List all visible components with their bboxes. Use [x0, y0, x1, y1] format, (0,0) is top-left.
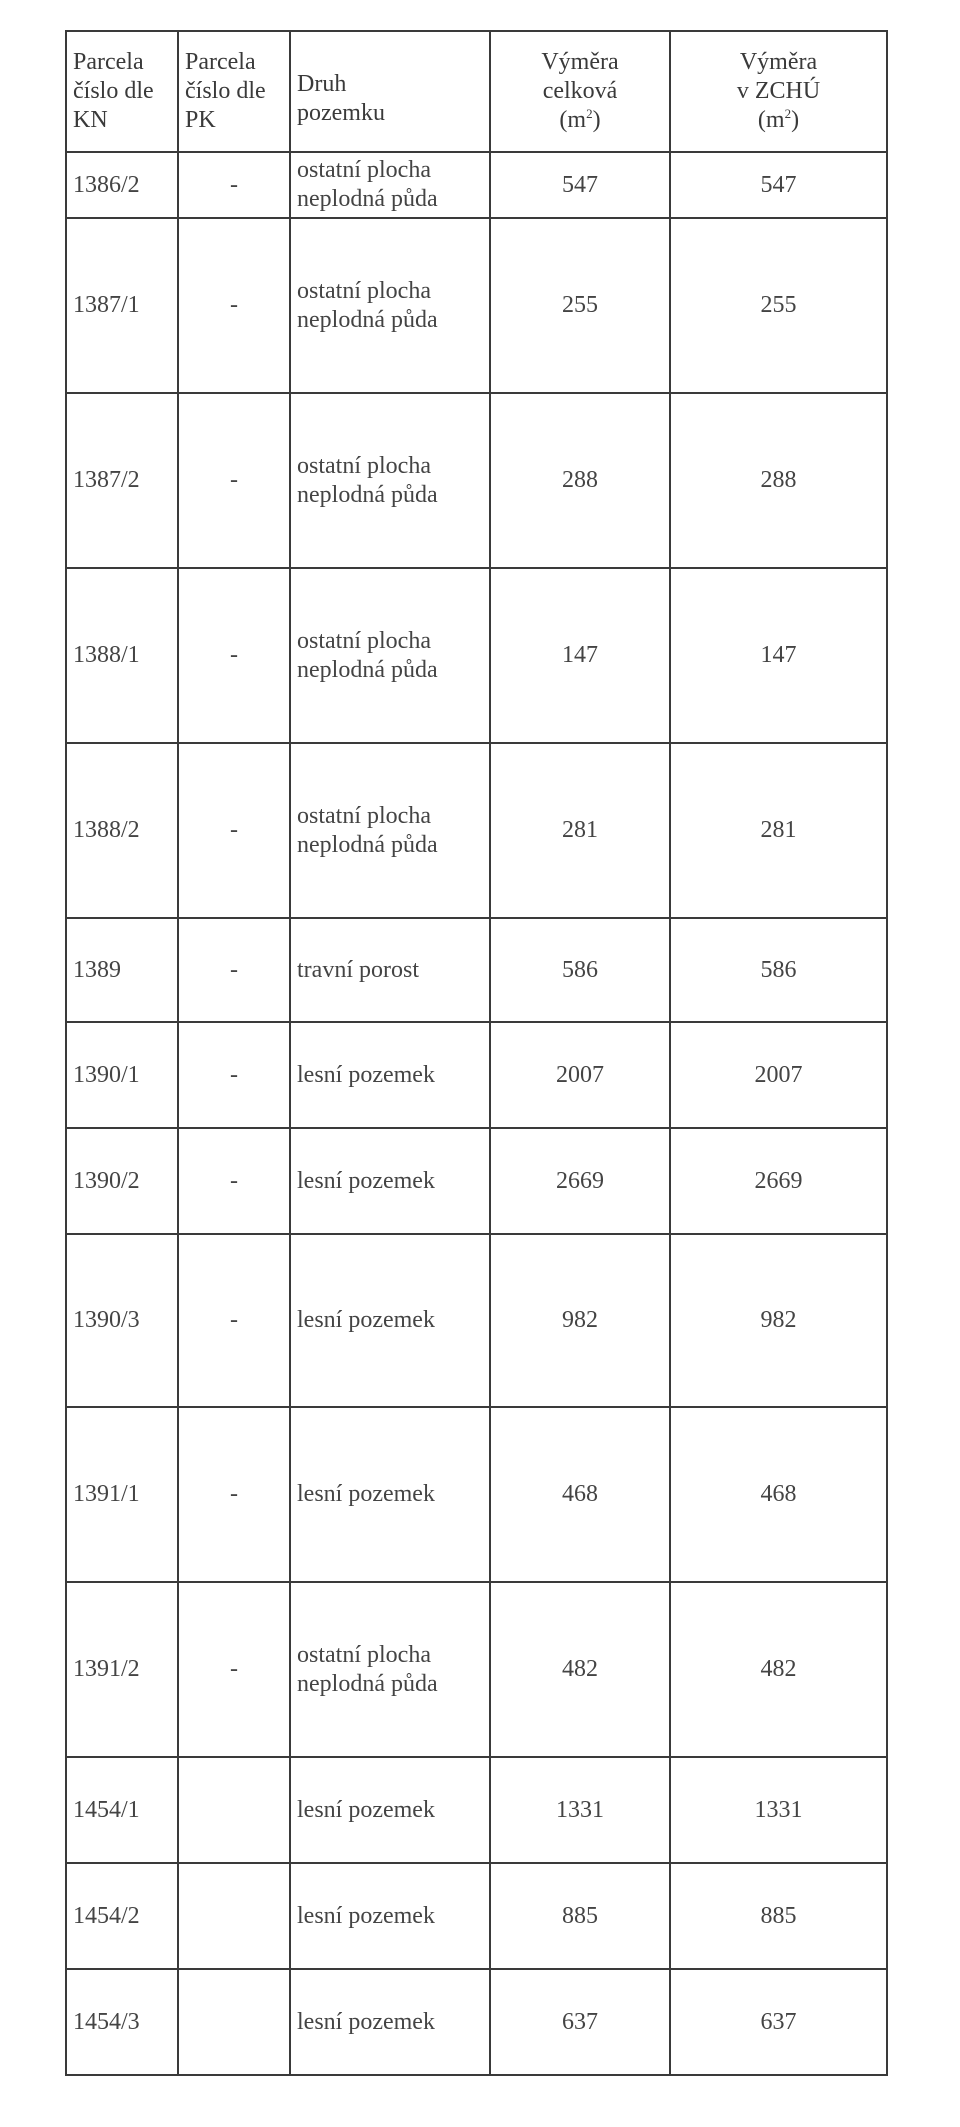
- cell-parcela-pk: -: [178, 743, 290, 918]
- cell-parcela-pk: -: [178, 1234, 290, 1407]
- cell-parcela-pk: -: [178, 1407, 290, 1582]
- cell-parcela-kn: 1386/2: [66, 152, 178, 218]
- cell-vymera-zchu: 2669: [670, 1128, 887, 1234]
- cell-druh-pozemku: [290, 152, 490, 218]
- druh-line: ostatní plocha: [297, 452, 431, 479]
- header-vymera-celkova: Výměra celková $(m^2)$: [490, 31, 670, 152]
- cell-vymera-celkova: 1331: [490, 1757, 670, 1863]
- cell-parcela-kn: 1390/2: [66, 1128, 178, 1234]
- cell-vymera-celkova: 2669: [490, 1128, 670, 1234]
- table-row: [66, 1407, 887, 1582]
- cell-parcela-kn: 1387/2: [66, 393, 178, 568]
- cell-parcela-pk: [178, 1863, 290, 1969]
- table-row: [66, 152, 887, 218]
- cell-parcela-kn: 1454/1: [66, 1757, 178, 1863]
- cell-parcela-kn: 1391/1: [66, 1407, 178, 1582]
- table-body: [66, 152, 887, 2075]
- cell-druh-pozemku: [290, 568, 490, 743]
- cell-druh-pozemku: [290, 918, 490, 1022]
- table-row: [66, 568, 887, 743]
- parcel-table: [65, 30, 888, 2076]
- table-row: [66, 1863, 887, 1969]
- druh-line: lesní pozemek: [297, 1902, 435, 1929]
- cell-druh-pozemku: [290, 1128, 490, 1234]
- cell-parcela-kn: 1454/3: [66, 1969, 178, 2075]
- cell-parcela-pk: -: [178, 1582, 290, 1757]
- cell-vymera-celkova: 637: [490, 1969, 670, 2075]
- druh-line: neplodná půda: [297, 1670, 438, 1697]
- table-row: [66, 1128, 887, 1234]
- cell-parcela-kn: 1391/2: [66, 1582, 178, 1757]
- cell-druh-pozemku: [290, 1969, 490, 2075]
- cell-parcela-kn: 1387/1: [66, 218, 178, 393]
- druh-line: neplodná půda: [297, 306, 438, 333]
- cell-vymera-zchu: 637: [670, 1969, 887, 2075]
- cell-parcela-kn: 1389: [66, 918, 178, 1022]
- table-row: [66, 218, 887, 393]
- table-row: [66, 1969, 887, 2075]
- table-header-row: [66, 31, 887, 152]
- cell-druh-pozemku: [290, 1022, 490, 1128]
- cell-vymera-celkova: 147: [490, 568, 670, 743]
- table-row: [66, 918, 887, 1022]
- cell-druh-pozemku: [290, 1582, 490, 1757]
- header-vymera-zchu: Výměra v ZCHÚ $(m^2)$: [670, 31, 887, 152]
- druh-line: lesní pozemek: [297, 2008, 435, 2035]
- druh-line: lesní pozemek: [297, 1481, 435, 1508]
- cell-vymera-zchu: 586: [670, 918, 887, 1022]
- cell-vymera-zchu: 147: [670, 568, 887, 743]
- cell-parcela-kn: 1390/1: [66, 1022, 178, 1128]
- cell-vymera-celkova: 982: [490, 1234, 670, 1407]
- cell-vymera-zchu: 982: [670, 1234, 887, 1407]
- druh-line: lesní pozemek: [297, 1796, 435, 1823]
- cell-vymera-celkova: 586: [490, 918, 670, 1022]
- cell-parcela-pk: -: [178, 218, 290, 393]
- cell-vymera-celkova: 468: [490, 1407, 670, 1582]
- cell-vymera-zchu: 885: [670, 1863, 887, 1969]
- cell-parcela-pk: -: [178, 918, 290, 1022]
- cell-vymera-zchu: 547: [670, 152, 887, 218]
- table-row: [66, 393, 887, 568]
- cell-druh-pozemku: [290, 743, 490, 918]
- cell-druh-pozemku: [290, 1757, 490, 1863]
- table-row: [66, 743, 887, 918]
- cell-parcela-pk: -: [178, 1022, 290, 1128]
- cell-vymera-zchu: 482: [670, 1582, 887, 1757]
- cell-vymera-celkova: 2007: [490, 1022, 670, 1128]
- cell-vymera-zchu: 2007: [670, 1022, 887, 1128]
- cell-vymera-celkova: 885: [490, 1863, 670, 1969]
- header-druh-pozemku: Druh pozemku: [290, 31, 490, 152]
- cell-vymera-celkova: 482: [490, 1582, 670, 1757]
- cell-vymera-zchu: 1331: [670, 1757, 887, 1863]
- druh-line: neplodná půda: [297, 656, 438, 683]
- druh-line: ostatní plocha: [297, 157, 431, 184]
- druh-line: neplodná půda: [297, 186, 438, 212]
- cell-vymera-zchu: 468: [670, 1407, 887, 1582]
- druh-line: lesní pozemek: [297, 1061, 435, 1088]
- cell-vymera-zchu: 288: [670, 393, 887, 568]
- cell-parcela-pk: -: [178, 393, 290, 568]
- cell-parcela-pk: [178, 1757, 290, 1863]
- cell-vymera-celkova: 255: [490, 218, 670, 393]
- header-parcela-pk: Parcela číslo dle PK: [178, 31, 290, 152]
- cell-parcela-pk: [178, 1969, 290, 2075]
- cell-parcela-kn: 1390/3: [66, 1234, 178, 1407]
- cell-vymera-celkova: 281: [490, 743, 670, 918]
- table-row: [66, 1757, 887, 1863]
- table-row: [66, 1234, 887, 1407]
- druh-line: ostatní plocha: [297, 802, 431, 829]
- cell-vymera-celkova: 288: [490, 393, 670, 568]
- cell-druh-pozemku: [290, 393, 490, 568]
- table-row: [66, 1022, 887, 1128]
- druh-line: lesní pozemek: [297, 1167, 435, 1194]
- druh-line: neplodná půda: [297, 831, 438, 858]
- cell-parcela-pk: -: [178, 152, 290, 218]
- cell-parcela-kn: 1388/2: [66, 743, 178, 918]
- druh-line: neplodná půda: [297, 481, 438, 508]
- cell-parcela-kn: 1454/2: [66, 1863, 178, 1969]
- druh-line: ostatní plocha: [297, 627, 431, 654]
- cell-vymera-zchu: 255: [670, 218, 887, 393]
- cell-parcela-kn: 1388/1: [66, 568, 178, 743]
- cell-druh-pozemku: [290, 218, 490, 393]
- cell-druh-pozemku: [290, 1234, 490, 1407]
- cell-parcela-pk: -: [178, 568, 290, 743]
- druh-line: lesní pozemek: [297, 1307, 435, 1334]
- cell-vymera-zchu: 281: [670, 743, 887, 918]
- druh-line: ostatní plocha: [297, 277, 431, 304]
- header-parcela-kn: Parcela číslo dle KN: [66, 31, 178, 152]
- cell-parcela-pk: -: [178, 1128, 290, 1234]
- druh-line: ostatní plocha: [297, 1641, 431, 1668]
- cell-vymera-celkova: 547: [490, 152, 670, 218]
- table-row: [66, 1582, 887, 1757]
- cell-druh-pozemku: [290, 1863, 490, 1969]
- druh-line: travní porost: [297, 956, 419, 983]
- cell-druh-pozemku: [290, 1407, 490, 1582]
